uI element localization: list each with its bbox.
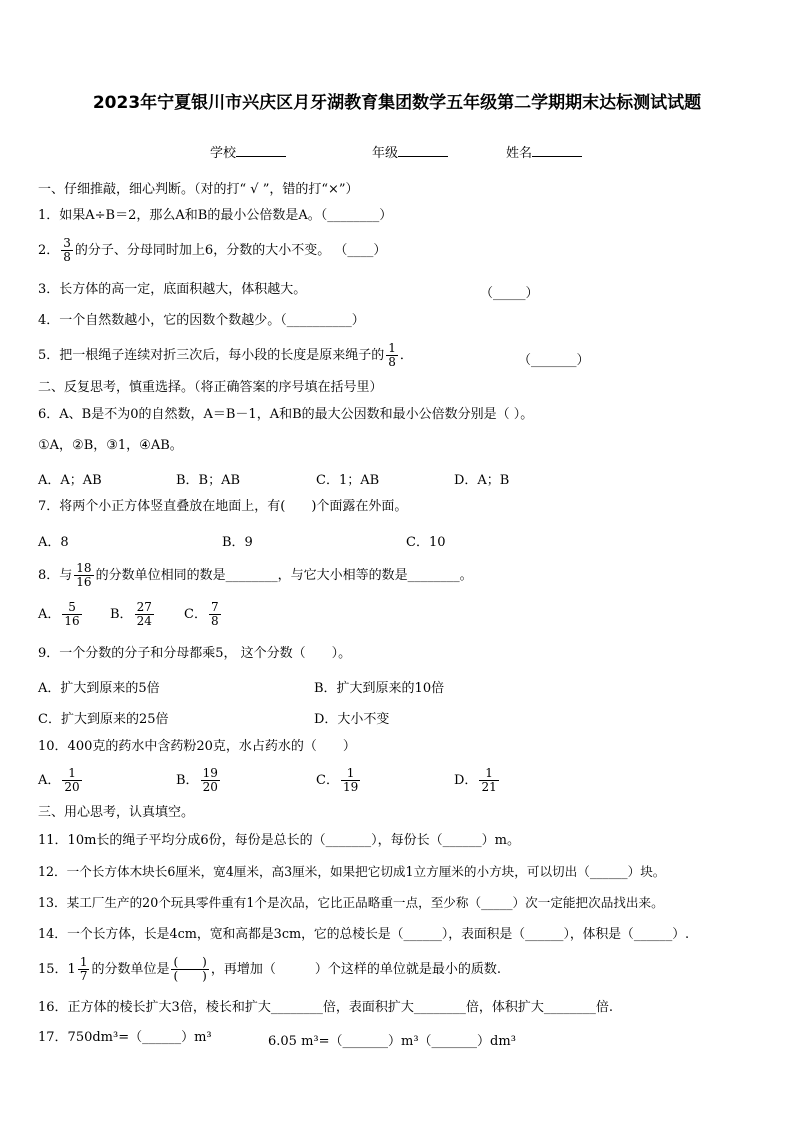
school-blank[interactable] xyxy=(236,144,286,157)
q2-den: 8 xyxy=(63,250,71,264)
grade-blank[interactable] xyxy=(398,144,448,157)
question-9: 9．一个分数的分子和分母都乘5， 这个分数（ ）。 xyxy=(38,646,352,661)
q8-option-a[interactable] xyxy=(38,601,84,628)
section3-heading: 三、用心思考，认真填空。 xyxy=(38,805,195,820)
q8-option-b-label: B． xyxy=(110,607,133,622)
q10-option-b-label: B． xyxy=(176,773,199,788)
school-field[interactable] xyxy=(210,142,286,161)
q10-c-num: 1 xyxy=(346,766,355,780)
name-field[interactable] xyxy=(506,142,582,161)
q6-option-b[interactable]: B．B；AB xyxy=(176,473,241,488)
question-16: 16．正方体的棱长扩大3倍，棱长和扩大________倍，表面积扩大________倍，体积扩大________倍. xyxy=(38,1000,613,1015)
section1-heading: 一、仔细推敲，细心判断。（对的打“ √ ”，错的打“×”） xyxy=(38,182,359,197)
q7-option-c[interactable]: C．10 xyxy=(406,535,446,550)
q15-answer-num: ( ) xyxy=(173,955,207,969)
q7-option-b[interactable]: B．9 xyxy=(222,535,253,550)
question-10: 10．400克的药水中含药粉20克，水占药水的（ ） xyxy=(38,739,356,754)
q5-num: 1 xyxy=(388,341,396,355)
q8-a-den: 16 xyxy=(64,614,80,628)
question-4: 4．一个自然数越小，它的因数个数越少。（__________） xyxy=(38,313,365,328)
q10-d-num: 1 xyxy=(485,766,493,780)
q9-option-b[interactable]: B．扩大到原来的10倍 xyxy=(314,681,445,696)
q8-option-c-label: C． xyxy=(184,607,207,622)
q6-option-d[interactable]: D．A；B xyxy=(454,473,510,488)
question-11: 11．10m长的绳子平均分成6份，每份是总长的（_______），每份长（______）m。 xyxy=(38,833,521,848)
question-3: 3．长方体的高一定，底面积越大，体积越大。 xyxy=(38,282,307,297)
question-1: 1．如果A÷B＝2，那么A和B的最小公倍数是A。（________） xyxy=(38,208,393,223)
school-label: 学校 xyxy=(210,146,237,161)
q10-option-d-fraction xyxy=(479,767,498,794)
q5-answer-paren: （_______） xyxy=(518,353,590,368)
q15-mixed-fraction xyxy=(78,956,90,983)
q10-option-b-fraction xyxy=(201,767,220,794)
q8-b-den: 24 xyxy=(136,614,152,628)
name-blank[interactable] xyxy=(532,144,582,157)
q15-prefix: 15．1 xyxy=(38,962,76,977)
q5-dot: ． xyxy=(399,348,413,363)
q5-text: 5．把一根绳子连续对折三次后，每小段的长度是原来绳子的 xyxy=(38,348,385,363)
q6-subitems: ①A，②B，③1，④AB。 xyxy=(38,438,183,453)
q9-option-c[interactable]: C．扩大到原来的25倍 xyxy=(38,712,169,727)
question-17b: 6.05 m³=（_______）m³（_______）dm³ xyxy=(268,1034,516,1049)
page-title: 2023年宁夏银川市兴庆区月牙湖教育集团数学五年级第二学期期末达标测试试题 xyxy=(92,93,702,113)
q9-option-d[interactable]: D．大小不变 xyxy=(314,712,390,727)
q10-option-a-label: A． xyxy=(38,773,61,788)
q8-a-num: 5 xyxy=(68,600,76,614)
q15-den: 7 xyxy=(79,969,88,983)
q10-b-num: 19 xyxy=(202,766,218,780)
q10-d-den: 21 xyxy=(481,780,497,794)
q8-option-a-label: A． xyxy=(38,607,61,622)
q2-text: 的分子、分母同时加上6，分数的大小不变。 （____） xyxy=(74,243,387,258)
q10-option-a[interactable] xyxy=(38,767,84,794)
q10-b-den: 20 xyxy=(202,780,218,794)
q9-option-a[interactable]: A．扩大到原来的5倍 xyxy=(38,681,160,696)
q10-option-d[interactable] xyxy=(454,767,501,794)
q15-num: 1 xyxy=(79,955,88,969)
q8-option-b-fraction xyxy=(135,601,154,628)
q2-num: 3 xyxy=(63,236,71,250)
q6-option-c[interactable]: C．1；AB xyxy=(316,473,380,488)
q8-text: 的分数单位相同的数是________，与它大小相等的数是________。 xyxy=(95,568,473,583)
question-5 xyxy=(38,342,413,369)
q10-option-c-fraction xyxy=(341,767,360,794)
q8-num: 18 xyxy=(76,561,92,575)
q3-answer-paren: （_____） xyxy=(480,286,539,301)
q2-prefix: 2． xyxy=(38,243,60,258)
q6-option-a[interactable]: A．A；AB xyxy=(38,473,102,488)
q8-option-c-fraction xyxy=(209,601,221,628)
q8-b-num: 27 xyxy=(136,600,152,614)
q8-c-num: 7 xyxy=(210,600,219,614)
question-12: 12．一个长方体木块长6厘米，宽4厘米，高3厘米，如果把它切成1立方厘米的小方块，可以切出（______）块。 xyxy=(38,864,666,879)
grade-field[interactable] xyxy=(372,142,448,161)
question-2 xyxy=(38,237,386,264)
name-label: 姓名 xyxy=(506,146,533,161)
q15-answer-fraction[interactable] xyxy=(171,956,208,983)
q10-a-den: 20 xyxy=(64,780,80,794)
q10-option-c-label: C． xyxy=(316,773,339,788)
q2-fraction xyxy=(61,237,73,264)
q8-c-den: 8 xyxy=(210,614,219,628)
question-14: 14．一个长方体，长是4cm，宽和高都是3cm，它的总棱长是（______），表面积是（______），体积是（______）. xyxy=(38,927,690,942)
q5-den: 8 xyxy=(388,355,396,369)
q10-a-num: 1 xyxy=(68,766,76,780)
q8-option-b[interactable] xyxy=(110,601,156,628)
grade-label: 年级 xyxy=(372,146,399,161)
question-8 xyxy=(38,562,473,589)
q8-option-c[interactable] xyxy=(184,601,223,628)
q15-answer-den: ( ) xyxy=(173,969,207,983)
q10-option-a-fraction xyxy=(62,767,81,794)
question-7: 7．将两个小正方体竖直叠放在地面上，有( )个面露在外面。 xyxy=(38,499,408,514)
q8-prefix: 8．与 xyxy=(38,568,73,583)
q8-fraction xyxy=(74,562,93,589)
question-6: 6．A、B是不为0的自然数，A＝B－1，A和B的最大公因数和最小公倍数分别是（ ）。 xyxy=(38,407,534,422)
section2-heading: 二、反复思考，慎重选择。（将正确答案的序号填在括号里） xyxy=(38,380,383,395)
q10-option-b[interactable] xyxy=(176,767,222,794)
q7-option-a[interactable]: A．8 xyxy=(38,535,69,550)
question-13: 13．某工厂生产的20个玩具零件重有1个是次品，它比正品略重一点，至少称（_____）次一定能把次品找出来。 xyxy=(38,895,664,910)
q10-option-d-label: D． xyxy=(454,773,478,788)
q8-option-a-fraction xyxy=(62,601,81,628)
q8-den: 16 xyxy=(76,575,92,589)
q10-option-c[interactable] xyxy=(316,767,362,794)
q10-c-den: 19 xyxy=(342,780,359,794)
q15-text1: 的分数单位是 xyxy=(91,962,170,977)
q15-text2: ，再增加（ ）个这样的单位就是最小的质数. xyxy=(210,962,501,977)
question-15 xyxy=(38,956,501,983)
q5-fraction xyxy=(386,342,398,369)
question-17a: 17．750dm³=（______）m³ xyxy=(38,1030,212,1045)
